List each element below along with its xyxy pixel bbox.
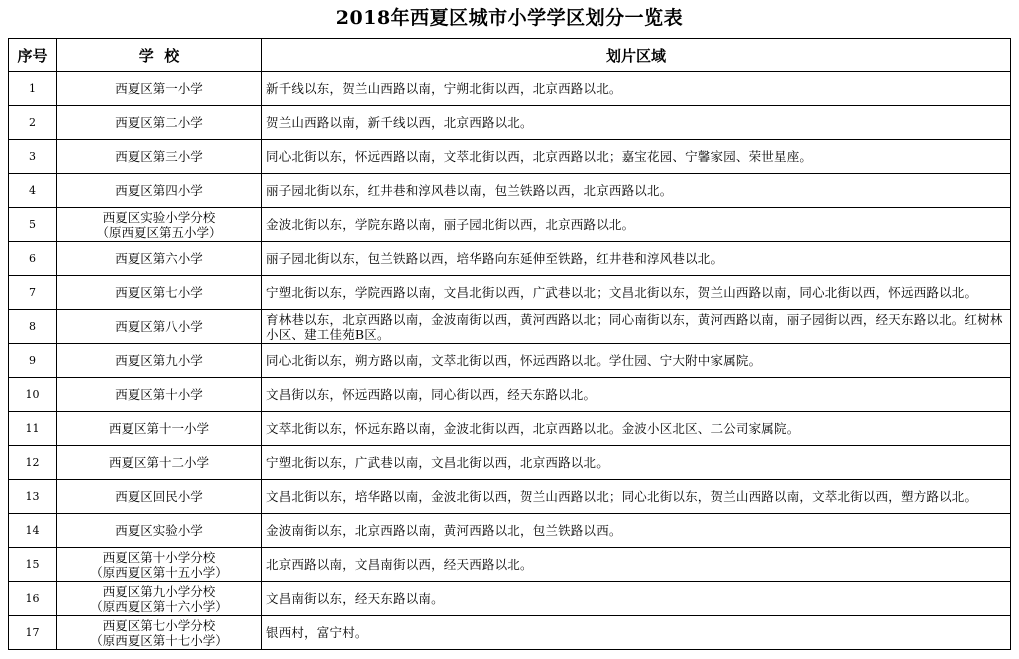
school-name: 西夏区第九小学	[115, 353, 203, 368]
zone-area-cell: 同心北街以东，朔方路以南，文萃北街以西，怀远西路以北。学仕园、宁大附中家属院。	[262, 344, 1011, 378]
table-row	[9, 548, 1011, 582]
school-name-cell	[57, 208, 262, 242]
table-row	[9, 446, 1011, 480]
school-name: 西夏区第八小学	[115, 319, 203, 334]
zone-area-cell: 文萃北街以东，怀远东路以南，金波北街以西，北京西路以北。金波小区北区、二公司家属院。	[262, 412, 1011, 446]
header-area: 划片区域	[262, 39, 1011, 72]
school-former-name: （原西夏区第十五小学）	[90, 564, 228, 580]
row-number: 9	[9, 344, 57, 378]
table-row	[9, 378, 1011, 412]
school-name-cell	[57, 582, 262, 616]
school-name: 西夏区第六小学	[115, 251, 203, 266]
school-former-name: （原西夏区第五小学）	[96, 224, 222, 240]
row-number: 11	[9, 412, 57, 446]
table-row	[9, 242, 1011, 276]
zone-area-cell: 丽子园北街以东，红井巷和淳风巷以南，包兰铁路以西，北京西路以北。	[262, 174, 1011, 208]
school-name-cell	[57, 140, 262, 174]
table-row	[9, 72, 1011, 106]
school-name-cell	[57, 480, 262, 514]
row-number: 2	[9, 106, 57, 140]
school-name-cell	[57, 242, 262, 276]
row-number: 7	[9, 276, 57, 310]
header-school: 学 校	[57, 39, 262, 72]
district-table	[8, 38, 1011, 650]
school-name: 西夏区实验小学分校	[102, 209, 216, 225]
table-row	[9, 276, 1011, 310]
school-name: 西夏区实验小学	[115, 523, 203, 538]
row-number: 6	[9, 242, 57, 276]
school-name: 西夏区第七小学分校	[102, 617, 216, 633]
row-number: 13	[9, 480, 57, 514]
zone-area-cell: 文昌街以东，怀远西路以南，同心街以西，经天东路以北。	[262, 378, 1011, 412]
zone-area-cell: 宁塑北街以东，广武巷以南，文昌北街以西，北京西路以北。	[262, 446, 1011, 480]
school-name: 西夏区第七小学	[115, 285, 203, 300]
school-name-cell	[57, 310, 262, 344]
table-row	[9, 106, 1011, 140]
table-row	[9, 412, 1011, 446]
school-name: 西夏区第三小学	[115, 149, 203, 164]
school-name: 西夏区第九小学分校	[102, 583, 216, 599]
school-former-name: （原西夏区第十七小学）	[90, 632, 228, 648]
school-name-cell	[57, 514, 262, 548]
school-name-cell	[57, 344, 262, 378]
school-name: 西夏区第十小学分校	[102, 549, 216, 565]
zone-area-cell: 北京西路以南，文昌南街以西，经天西路以北。	[262, 548, 1011, 582]
table-row	[9, 344, 1011, 378]
school-name: 西夏区第二小学	[115, 115, 203, 130]
school-name: 西夏区第十二小学	[108, 455, 209, 470]
table-row	[9, 582, 1011, 616]
zone-area-cell: 文昌北街以东，培华路以南，金波北街以西，贺兰山西路以北；同心北街以东，贺兰山西路以南，文萃北街以西，塑方路以北。	[262, 480, 1011, 514]
school-name: 西夏区第十小学	[115, 387, 203, 402]
row-number: 5	[9, 208, 57, 242]
school-name-cell	[57, 446, 262, 480]
zone-area-cell: 金波北街以东，学院东路以南，丽子园北街以西，北京西路以北。	[262, 208, 1011, 242]
zone-area-cell: 同心北街以东，怀远西路以南，文萃北街以西，北京西路以北；嘉宝花园、宁馨家园、荣世星座。	[262, 140, 1011, 174]
zone-area-cell: 文昌南街以东，经天东路以南。	[262, 582, 1011, 616]
school-name-cell	[57, 174, 262, 208]
school-name: 西夏区第一小学	[115, 81, 203, 96]
zone-area-cell: 新千线以东，贺兰山西路以南，宁朔北街以西，北京西路以北。	[262, 72, 1011, 106]
school-name-cell	[57, 276, 262, 310]
zone-area-cell: 金波南街以东，北京西路以南，黄河西路以北，包兰铁路以西。	[262, 514, 1011, 548]
row-number: 14	[9, 514, 57, 548]
row-number: 12	[9, 446, 57, 480]
row-number: 16	[9, 582, 57, 616]
school-former-name: （原西夏区第十六小学）	[90, 598, 228, 614]
page-title: 2018年西夏区城市小学学区划分一览表	[335, 7, 684, 29]
school-name-cell	[57, 378, 262, 412]
table-row	[9, 140, 1011, 174]
school-name: 西夏区回民小学	[115, 489, 203, 504]
school-name-cell	[57, 548, 262, 582]
table-row	[9, 616, 1011, 650]
school-name: 西夏区第十一小学	[108, 421, 209, 436]
row-number: 10	[9, 378, 57, 412]
zone-area-cell: 贺兰山西路以南，新千线以西，北京西路以北。	[262, 106, 1011, 140]
school-name-cell	[57, 106, 262, 140]
row-number: 1	[9, 72, 57, 106]
row-number: 4	[9, 174, 57, 208]
row-number: 17	[9, 616, 57, 650]
zone-area-cell: 育林巷以东，北京西路以南，金波南街以西，黄河西路以北；同心南街以东，黄河西路以南，丽子园街以西，经天东路以北。红树林小区、建工佳苑B区。	[262, 310, 1011, 344]
school-name-cell	[57, 616, 262, 650]
table-row	[9, 174, 1011, 208]
table-row	[9, 208, 1011, 242]
header-no: 序号	[9, 39, 57, 72]
table-header-row	[9, 39, 1011, 72]
zone-area-cell: 丽子园北街以东，包兰铁路以西，培华路向东延伸至铁路，红井巷和淳风巷以北。	[262, 242, 1011, 276]
zone-area-cell: 银西村，富宁村。	[262, 616, 1011, 650]
row-number: 3	[9, 140, 57, 174]
table-row	[9, 310, 1011, 344]
table-row	[9, 514, 1011, 548]
row-number: 15	[9, 548, 57, 582]
zone-area-cell: 宁塑北街以东，学院西路以南，文昌北街以西，广武巷以北；文昌北街以东，贺兰山西路以南，同心北街以西，怀远西路以北。	[262, 276, 1011, 310]
row-number: 8	[9, 310, 57, 344]
school-name-cell	[57, 412, 262, 446]
table-body	[9, 72, 1011, 650]
table-row	[9, 480, 1011, 514]
school-name-cell	[57, 72, 262, 106]
school-name: 西夏区第四小学	[115, 183, 203, 198]
